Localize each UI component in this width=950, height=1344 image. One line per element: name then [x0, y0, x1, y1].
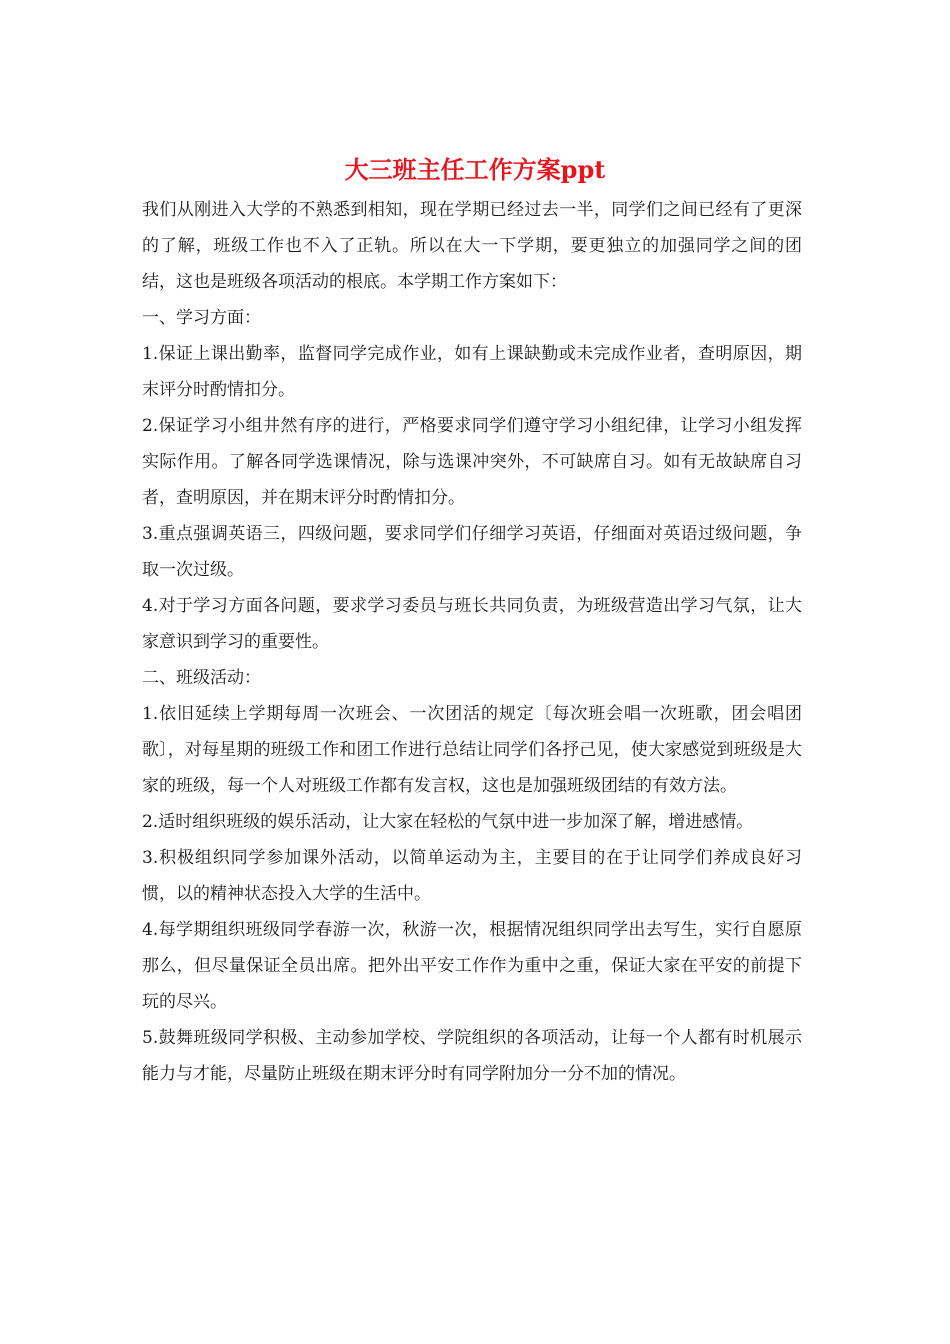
- intro-paragraph: 我们从刚进入大学的不熟悉到相知，现在学期已经过去一半，同学们之间已经有了更深的了解，班级工作也不入了正轨。所以在大一下学期，要更独立的加强同学之间的团结，这也是班级各项活动的根底。本学期工作方案如下：: [142, 200, 802, 292]
- activity-item-5: 5.鼓舞班级同学积极、主动参加学校、学院组织的各项活动，让每一个人都有时机展示能力与才能，尽量防止班级在期末评分时有同学附加分一分不加的情况。: [142, 1028, 802, 1084]
- study-item-3: 3.重点强调英语三，四级问题，要求同学们仔细学习英语，仔细面对英语过级问题，争取一次过级。: [142, 524, 802, 580]
- document-title: 大三班主任工作方案ppt: [344, 155, 606, 184]
- study-item-1: 1.保证上课出勤率，监督同学完成作业，如有上课缺勤或未完成作业者，查明原因，期末评分时酌情扣分。: [142, 344, 802, 400]
- study-item-4: 4.对于学习方面各问题，要求学习委员与班长共同负责，为班级营造出学习气氛，让大家意识到学习的重要性。: [142, 596, 802, 652]
- activity-item-3: 3.积极组织同学参加课外活动，以简单运动为主，主要目的在于让同学们养成良好习惯，以的精神状态投入大学的生活中。: [142, 848, 802, 904]
- study-item-2: 2.保证学习小组井然有序的进行，严格要求同学们遵守学习小组纪律，让学习小组发挥实际作用。了解各同学选课情况，除与选课冲突外，不可缺席自习。如有无故缺席自习者，查明原因，并在期末评分时酌情扣分。: [142, 416, 802, 508]
- section-heading-study: 一、学习方面：: [142, 308, 261, 328]
- activity-item-1: 1.依旧延续上学期每周一次班会、一次团活的规定〔每次班会唱一次班歌，团会唱团歌〕，对每星期的班级工作和团工作进行总结让同学们各抒己见，使大家感觉到班级是大家的班级，每一个人对班级工作都有发言权，这也是加强班级团结的有效方法。: [142, 704, 802, 796]
- document-body: [142, 192, 802, 1092]
- section-heading-activities: 二、班级活动：: [142, 668, 261, 688]
- activity-item-2: 2.适时组织班级的娱乐活动，让大家在轻松的气氛中进一步加深了解，增进感情。: [142, 812, 754, 832]
- activity-item-4: 4.每学期组织班级同学春游一次，秋游一次，根据情况组织同学出去写生，实行自愿原那么，但尽量保证全员出席。把外出平安工作作为重中之重，保证大家在平安的前提下玩的尽兴。: [142, 920, 802, 1012]
